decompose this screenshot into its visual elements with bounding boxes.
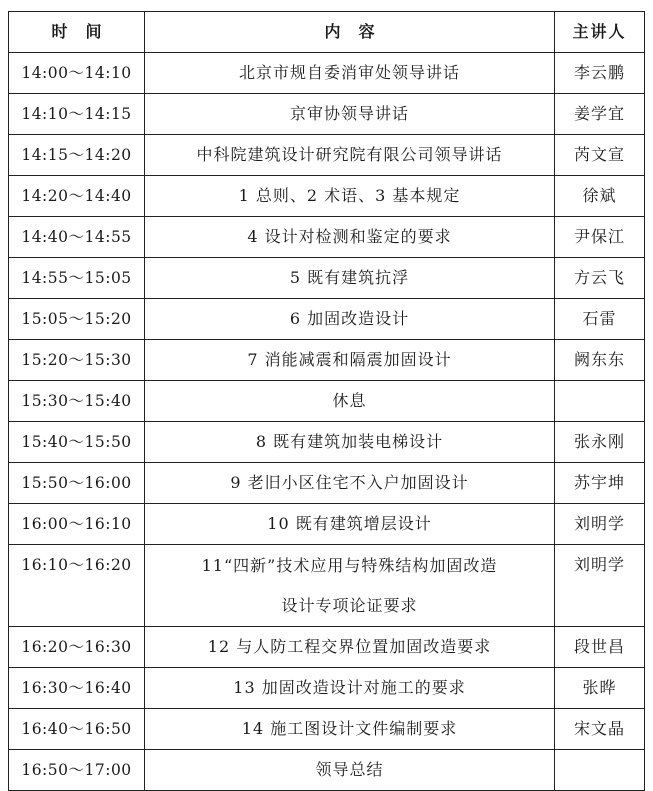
time-cell: 14:40～14:55 <box>9 217 145 258</box>
table-row <box>9 545 645 627</box>
content-cell: 12 与人防工程交界位置加固改造要求 <box>145 627 555 668</box>
table-row <box>9 381 645 422</box>
time-cell: 16:10～16:20 <box>9 545 145 627</box>
time-cell: 16:00～16:10 <box>9 504 145 545</box>
time-cell: 16:50～17:00 <box>9 750 145 791</box>
time-cell: 16:30～16:40 <box>9 668 145 709</box>
time-cell: 15:20～15:30 <box>9 340 145 381</box>
table-row <box>9 340 645 381</box>
speaker-cell: 芮文宣 <box>555 135 645 176</box>
table-row <box>9 750 645 791</box>
content-cell: 北京市规自委消审处领导讲话 <box>145 53 555 94</box>
content-cell: 9 老旧小区住宅不入户加固设计 <box>145 463 555 504</box>
content-cell: 6 加固改造设计 <box>145 299 555 340</box>
time-cell: 14:55～15:05 <box>9 258 145 299</box>
speaker-cell <box>555 750 645 791</box>
speaker-cell: 石雷 <box>555 299 645 340</box>
speaker-cell: 段世昌 <box>555 627 645 668</box>
time-cell: 16:20～16:30 <box>9 627 145 668</box>
content-cell: 京审协领导讲话 <box>145 94 555 135</box>
header-row <box>9 12 645 53</box>
time-cell: 14:00～14:10 <box>9 53 145 94</box>
speaker-cell: 尹保江 <box>555 217 645 258</box>
schedule-table <box>8 11 645 791</box>
content-cell: 领导总结 <box>145 750 555 791</box>
time-cell: 15:05～15:20 <box>9 299 145 340</box>
time-cell: 14:15～14:20 <box>9 135 145 176</box>
table-row <box>9 627 645 668</box>
table-row <box>9 53 645 94</box>
content-cell: 4 设计对检测和鉴定的要求 <box>145 217 555 258</box>
header-content: 内容 <box>145 12 555 53</box>
table-row <box>9 299 645 340</box>
time-cell: 14:20～14:40 <box>9 176 145 217</box>
time-cell: 16:40～16:50 <box>9 709 145 750</box>
content-cell: 8 既有建筑加装电梯设计 <box>145 422 555 463</box>
time-cell: 15:50～16:00 <box>9 463 145 504</box>
speaker-cell <box>555 381 645 422</box>
table-row <box>9 709 645 750</box>
time-cell: 15:30～15:40 <box>9 381 145 422</box>
content-cell: 7 消能减震和隔震加固设计 <box>145 340 555 381</box>
speaker-cell: 宋文晶 <box>555 709 645 750</box>
table-row <box>9 176 645 217</box>
speaker-cell: 苏宇坤 <box>555 463 645 504</box>
content-line-1: 11“四新”技术应用与特殊结构加固改造 <box>201 555 498 575</box>
header-time: 时间 <box>9 12 145 53</box>
speaker-cell: 刘明学 <box>555 504 645 545</box>
content-cell <box>145 545 555 627</box>
content-cell: 10 既有建筑增层设计 <box>145 504 555 545</box>
table-row <box>9 217 645 258</box>
speaker-cell: 张晔 <box>555 668 645 709</box>
table-row <box>9 94 645 135</box>
table-row <box>9 504 645 545</box>
speaker-cell: 徐斌 <box>555 176 645 217</box>
content-cell: 1 总则、2 术语、3 基本规定 <box>145 176 555 217</box>
table-row <box>9 258 645 299</box>
speaker-cell: 方云飞 <box>555 258 645 299</box>
speaker-cell: 李云鹏 <box>555 53 645 94</box>
speaker-cell: 阙东东 <box>555 340 645 381</box>
table-row <box>9 668 645 709</box>
speaker-cell: 张永刚 <box>555 422 645 463</box>
content-cell: 休息 <box>145 381 555 422</box>
content-cell: 中科院建筑设计研究院有限公司领导讲话 <box>145 135 555 176</box>
table-row <box>9 422 645 463</box>
speaker-cell: 姜学宜 <box>555 94 645 135</box>
content-cell: 5 既有建筑抗浮 <box>145 258 555 299</box>
table-row <box>9 463 645 504</box>
content-line-2: 设计专项论证要求 <box>281 595 418 615</box>
content-cell: 13 加固改造设计对施工的要求 <box>145 668 555 709</box>
content-cell: 14 施工图设计文件编制要求 <box>145 709 555 750</box>
time-cell: 14:10～14:15 <box>9 94 145 135</box>
time-cell: 15:40～15:50 <box>9 422 145 463</box>
speaker-cell: 刘明学 <box>555 545 645 627</box>
table-row <box>9 135 645 176</box>
header-speaker: 主讲人 <box>555 12 645 53</box>
